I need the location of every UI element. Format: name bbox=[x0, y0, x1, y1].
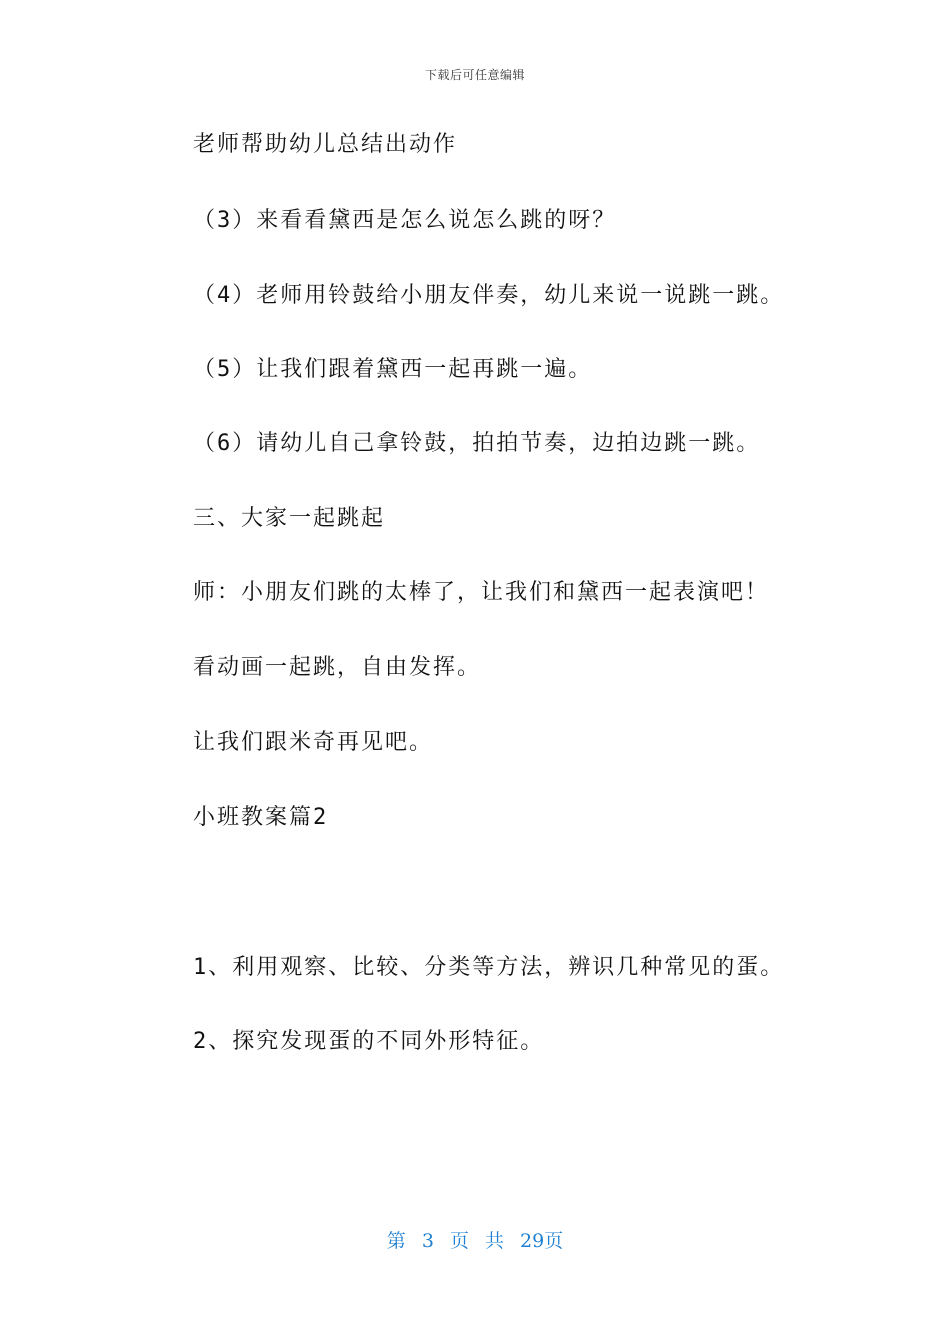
text-line: （3）来看看黛西是怎么说怎么跳的呀？ bbox=[193, 208, 617, 233]
text-line: 师：小朋友们跳的太棒了，让我们和黛西一起表演吧！ bbox=[193, 580, 770, 605]
text-line: （5）让我们跟着黛西一起再跳一遍。 bbox=[193, 357, 593, 382]
page-number: 第 3 页 共 29页 bbox=[386, 1230, 564, 1252]
section-heading: 小班教案篇2 bbox=[193, 805, 329, 830]
text-line: （6）请幼儿自己拿铃鼓，拍拍节奏，边拍边跳一跳。 bbox=[193, 431, 761, 456]
text-line: （4）老师用铃鼓给小朋友伴奏，幼儿来说一说跳一跳。 bbox=[193, 283, 785, 308]
section-heading: 三、大家一起跳起 bbox=[193, 506, 386, 531]
text-line: 老师帮助幼儿总结出动作 bbox=[193, 132, 458, 157]
text-line: 看动画一起跳，自由发挥。 bbox=[193, 655, 482, 680]
header-note: 下载后可任意编辑 bbox=[424, 68, 525, 82]
text-line: 1、利用观察、比较、分类等方法，辨识几种常见的蛋。 bbox=[193, 955, 785, 980]
text-line: 2、探究发现蛋的不同外形特征。 bbox=[193, 1029, 545, 1054]
text-line: 让我们跟米奇再见吧。 bbox=[193, 730, 434, 755]
